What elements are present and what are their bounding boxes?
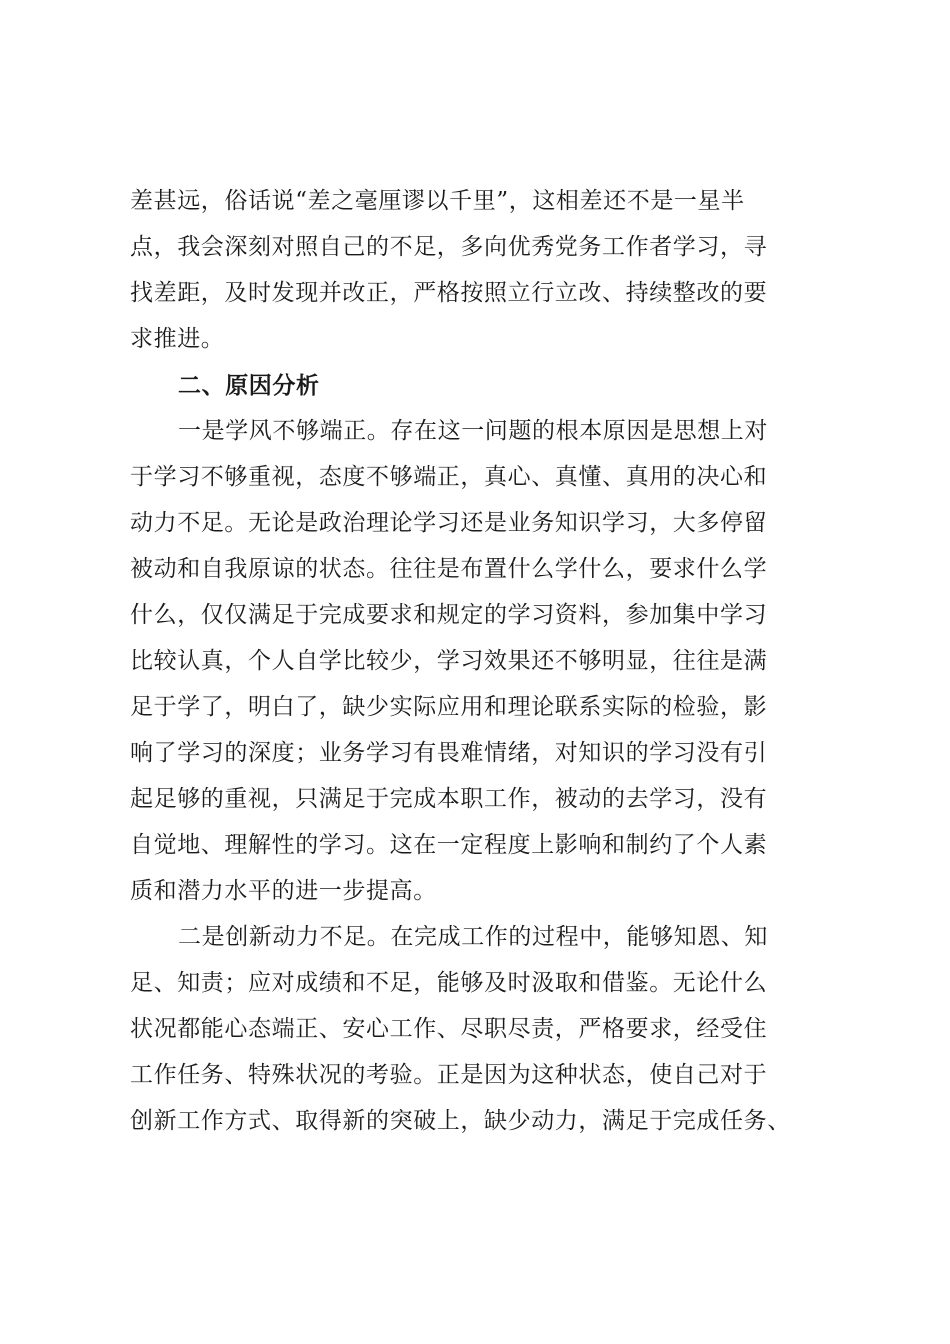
text-line: 点，我会深刻对照自己的不足，多向优秀党务工作者学习，寻 (130, 234, 768, 260)
text-line: 足于学了，明白了，缺少实际应用和理论联系实际的检验，影 (130, 694, 768, 720)
text-line: 求推进。 (130, 326, 225, 352)
text-line: 响了学习的深度；业务学习有畏难情绪，对知识的学习没有引 (130, 740, 768, 766)
text-line: 比较认真，个人自学比较少，学习效果还不够明显，往往是满 (130, 648, 768, 674)
paragraph-first-line: 二是创新动力不足。在完成工作的过程中，能够知恩、知 (178, 924, 768, 950)
text-line: 足、知责；应对成绩和不足，能够及时汲取和借鉴。无论什么 (130, 970, 768, 996)
text-line: 状况都能心态端正、安心工作、尽职尽责，严格要求，经受住 (130, 1016, 768, 1042)
text-line: 被动和自我原谅的状态。往往是布置什么学什么，要求什么学 (130, 556, 768, 582)
text-line: 什么，仅仅满足于完成要求和规定的学习资料，参加集中学习 (130, 602, 768, 628)
text-line: 自觉地、理解性的学习。这在一定程度上影响和制约了个人素 (130, 832, 768, 858)
text-line: 起足够的重视，只满足于完成本职工作，被动的去学习，没有 (130, 786, 768, 812)
text-line: 于学习不够重视，态度不够端正，真心、真懂、真用的决心和 (130, 464, 768, 490)
section-heading: 二、原因分析 (178, 372, 320, 399)
text-line: 工作任务、特殊状况的考验。正是因为这种状态，使自己对于 (130, 1062, 768, 1088)
text-line: 差甚远，俗话说“差之毫厘谬以千里”，这相差还不是一星半 (130, 188, 745, 214)
text-line: 找差距，及时发现并改正，严格按照立行立改、持续整改的要 (130, 280, 768, 306)
text-line: 动力不足。无论是政治理论学习还是业务知识学习，大多停留 (130, 510, 768, 536)
text-line: 创新工作方式、取得新的突破上，缺少动力，满足于完成任务、 (130, 1108, 791, 1134)
text-line: 质和潜力水平的进一步提高。 (130, 878, 437, 904)
paragraph-first-line: 一是学风不够端正。存在这一问题的根本原因是思想上对 (178, 418, 768, 444)
